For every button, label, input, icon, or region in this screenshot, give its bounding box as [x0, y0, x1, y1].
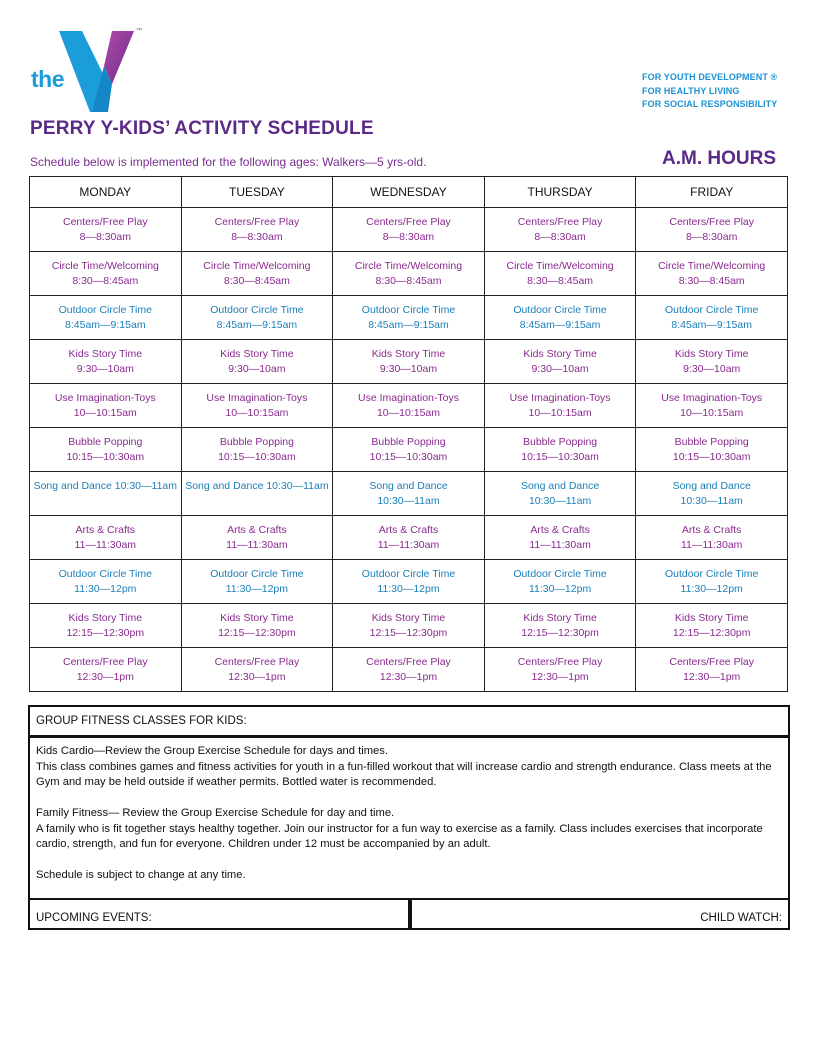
- schedule-cell: [181, 208, 333, 252]
- schedule-cell: [333, 560, 485, 604]
- activity-time: 11:30—12pm: [225, 582, 289, 595]
- tagline-line: FOR HEALTHY LIVING: [642, 85, 740, 96]
- activity-time: 10:30—11am: [377, 494, 440, 507]
- day-header-monday: MONDAY: [30, 177, 182, 208]
- schedule-cell: [484, 428, 636, 472]
- schedule-cell: [30, 516, 182, 560]
- activity-time: 12:30—1pm: [683, 670, 741, 683]
- schedule-body: [30, 208, 788, 692]
- activity-name: Centers/Free Play: [669, 656, 754, 668]
- schedule-cell: [636, 516, 788, 560]
- schedule-row: [30, 560, 788, 604]
- activity-name: Outdoor Circle Time: [58, 568, 152, 580]
- activity-time: 10—10:15am: [376, 406, 440, 419]
- activity-time: 12:30—1pm: [228, 670, 286, 683]
- activity-name: Kids Story Time: [371, 348, 446, 360]
- fitness-header-label: GROUP FITNESS CLASSES FOR KIDS:: [36, 715, 247, 727]
- activity-name: Centers/Free Play: [62, 656, 148, 668]
- logo-ymca-text: YMCA: [116, 86, 128, 105]
- schedule-cell: [181, 516, 333, 560]
- ymca-y-mark-icon: [56, 26, 136, 116]
- activity-name: Kids Story Time: [523, 612, 597, 624]
- schedule-cell: [30, 428, 182, 472]
- activity-name: Centers/Free Play: [366, 656, 451, 668]
- trademark-icon: ™: [136, 28, 142, 34]
- activity-name: Use Imagination-Toys: [509, 392, 611, 404]
- activity-time: 12:30—1pm: [379, 670, 438, 683]
- schedule-row: [30, 428, 788, 472]
- activity-name: Arts & Crafts: [378, 524, 439, 536]
- schedule-cell: [181, 296, 333, 340]
- schedule-cell: [636, 560, 788, 604]
- events-row: [28, 899, 790, 930]
- activity-time: 10:15—10:30am: [521, 450, 599, 463]
- activity-time: 12:15—12:30pm: [66, 626, 145, 639]
- activity-time: 8:45am—9:15am: [671, 318, 752, 331]
- activity-name: Centers/Free Play: [517, 656, 603, 668]
- activity-time: 8:30—8:45am: [375, 274, 442, 287]
- schedule-cell: [636, 252, 788, 296]
- schedule-cell: [333, 604, 485, 648]
- activity-time: 11:30—12pm: [74, 582, 137, 595]
- schedule-cell: [484, 340, 636, 384]
- activity-name: Song and Dance 10:30—11am: [185, 480, 329, 492]
- schedule-cell: [484, 296, 636, 340]
- schedule-cell: [484, 384, 636, 428]
- activity-name: Bubble Popping: [523, 436, 598, 448]
- schedule-row: [30, 208, 788, 252]
- activity-name: Bubble Popping: [371, 436, 446, 448]
- activity-name: Centers/Free Play: [669, 216, 754, 228]
- schedule-cell: [333, 472, 485, 516]
- activity-name: Arts & Crafts: [227, 524, 287, 536]
- kids-cardio-title: Kids Cardio—Review the Group Exercise Schedule for days and times.: [36, 745, 388, 757]
- activity-name: Outdoor Circle Time: [665, 568, 759, 580]
- schedule-cell: [333, 208, 485, 252]
- schedule-cell: [30, 384, 182, 428]
- events-divider: [408, 898, 412, 930]
- activity-name: Circle Time/Welcoming: [354, 260, 463, 272]
- activity-time: 9:30—10am: [228, 362, 286, 375]
- activity-time: 8:45am—9:15am: [216, 318, 298, 331]
- schedule-cell: [181, 648, 333, 692]
- activity-time: 8—8:30am: [79, 230, 131, 243]
- activity-name: Song and Dance 10:30—11am: [33, 480, 177, 492]
- schedule-cell: [333, 296, 485, 340]
- schedule-cell: [484, 648, 636, 692]
- activity-time: 11:30—12pm: [680, 582, 743, 595]
- activity-name: Centers/Free Play: [366, 216, 451, 228]
- family-fitness-title: Family Fitness— Review the Group Exercise Schedule for day and time.: [36, 807, 395, 819]
- activity-name: Kids Story Time: [68, 348, 143, 360]
- day-header-friday: FRIDAY: [636, 177, 788, 208]
- schedule-cell: [181, 384, 333, 428]
- day-header-tuesday: TUESDAY: [181, 177, 333, 208]
- activity-time: 8:45am—9:15am: [519, 318, 601, 331]
- activity-time: 8—8:30am: [231, 230, 283, 243]
- schedule-change-note: Schedule is subject to change at any time.: [36, 869, 246, 881]
- activity-name: Use Imagination-Toys: [358, 392, 459, 404]
- upcoming-events-label: UPCOMING EVENTS:: [36, 912, 152, 924]
- activity-time: 8—8:30am: [686, 230, 738, 243]
- schedule-cell: [636, 472, 788, 516]
- schedule-cell: [30, 208, 182, 252]
- activity-time: 11:30—12pm: [377, 582, 440, 595]
- activity-time: 12:30—1pm: [76, 670, 134, 683]
- schedule-table: [29, 176, 788, 692]
- schedule-row: [30, 648, 788, 692]
- activity-name: Outdoor Circle Time: [513, 568, 607, 580]
- day-header-wednesday: WEDNESDAY: [333, 177, 485, 208]
- activity-name: Centers/Free Play: [517, 216, 603, 228]
- schedule-cell: [484, 252, 636, 296]
- activity-time: 11—11:30am: [377, 538, 440, 551]
- activity-time: 9:30—10am: [531, 362, 589, 375]
- activity-time: 12:15—12:30pm: [672, 626, 751, 639]
- activity-name: Bubble Popping: [68, 436, 143, 448]
- activity-name: Use Imagination-Toys: [206, 392, 308, 404]
- schedule-cell: [484, 472, 636, 516]
- tagline: [642, 71, 777, 112]
- activity-name: Outdoor Circle Time: [513, 304, 607, 316]
- schedule-cell: [333, 384, 485, 428]
- activity-name: Centers/Free Play: [214, 216, 300, 228]
- schedule-cell: [181, 340, 333, 384]
- activity-time: 10:15—10:30am: [218, 450, 296, 463]
- schedule-cell: [181, 252, 333, 296]
- activity-time: 12:15—12:30pm: [369, 626, 448, 639]
- activity-name: Outdoor Circle Time: [210, 568, 304, 580]
- schedule-cell: [333, 516, 485, 560]
- schedule-cell: [30, 648, 182, 692]
- activity-time: 12:30—1pm: [531, 670, 589, 683]
- schedule-header-row: [30, 177, 788, 208]
- schedule-cell: [333, 648, 485, 692]
- activity-name: Arts & Crafts: [681, 524, 742, 536]
- activity-name: Song and Dance: [369, 480, 448, 492]
- activity-time: 8:30—8:45am: [223, 274, 290, 287]
- schedule-cell: [30, 296, 182, 340]
- schedule-cell: [636, 604, 788, 648]
- schedule-row: [30, 472, 788, 516]
- schedule-cell: [30, 560, 182, 604]
- activity-time: 8—8:30am: [534, 230, 586, 243]
- schedule-cell: [484, 208, 636, 252]
- activity-time: 8—8:30am: [382, 230, 435, 243]
- schedule-row: [30, 384, 788, 428]
- activity-name: Circle Time/Welcoming: [203, 260, 311, 272]
- schedule-cell: [333, 340, 485, 384]
- child-watch-label: CHILD WATCH:: [700, 912, 782, 924]
- activity-name: Outdoor Circle Time: [361, 568, 456, 580]
- activity-time: 9:30—10am: [76, 362, 134, 375]
- activity-time: 10—10:15am: [680, 406, 744, 419]
- schedule-cell: [484, 516, 636, 560]
- schedule-row: [30, 252, 788, 296]
- schedule-cell: [636, 296, 788, 340]
- schedule-row: [30, 604, 788, 648]
- activity-time: 8:45am—9:15am: [368, 318, 449, 331]
- activity-name: Arts & Crafts: [75, 524, 136, 536]
- activity-time: 10:15—10:30am: [672, 450, 751, 463]
- activity-name: Outdoor Circle Time: [665, 304, 759, 316]
- activity-time: 9:30—10am: [379, 362, 438, 375]
- activity-name: Kids Story Time: [220, 612, 294, 624]
- schedule-cell: [333, 428, 485, 472]
- schedule-row: [30, 516, 788, 560]
- schedule-cell: [636, 208, 788, 252]
- schedule-cell: [181, 604, 333, 648]
- activity-name: Use Imagination-Toys: [661, 392, 763, 404]
- activity-time: 8:30—8:45am: [527, 274, 594, 287]
- schedule-cell: [636, 384, 788, 428]
- activity-name: Kids Story Time: [674, 612, 749, 624]
- activity-name: Kids Story Time: [220, 348, 294, 360]
- activity-name: Bubble Popping: [219, 436, 294, 448]
- schedule-cell: [636, 648, 788, 692]
- schedule-cell: [30, 252, 182, 296]
- activity-name: Song and Dance: [520, 480, 600, 492]
- hours-label: A.M. HOURS: [662, 148, 776, 169]
- schedule-cell: [181, 472, 333, 516]
- schedule-cell: [30, 472, 182, 516]
- schedule-cell: [181, 428, 333, 472]
- ages-note: Schedule below is implemented for the following ages: Walkers—5 yrs-old.: [30, 155, 427, 169]
- activity-name: Use Imagination-Toys: [54, 392, 156, 404]
- activity-time: 10—10:15am: [73, 406, 137, 419]
- schedule-cell: [30, 604, 182, 648]
- page-title: PERRY Y-KIDS’ ACTIVITY SCHEDULE: [30, 118, 374, 139]
- tagline-line: FOR YOUTH DEVELOPMENT ®: [642, 72, 778, 82]
- activity-name: Outdoor Circle Time: [58, 304, 152, 316]
- activity-time: 11—11:30am: [74, 538, 137, 551]
- activity-time: 11—11:30am: [680, 538, 743, 551]
- activity-time: 8:45am—9:15am: [65, 318, 146, 331]
- activity-name: Bubble Popping: [674, 436, 749, 448]
- schedule-cell: [30, 340, 182, 384]
- schedule-cell: [636, 340, 788, 384]
- tagline-line: FOR SOCIAL RESPONSIBILITY: [642, 99, 778, 109]
- activity-name: Circle Time/Welcoming: [51, 260, 159, 272]
- schedule-cell: [636, 428, 788, 472]
- fitness-body: [28, 737, 790, 900]
- activity-time: 11—11:30am: [226, 538, 288, 551]
- schedule-row: [30, 296, 788, 340]
- day-header-thursday: THURSDAY: [484, 177, 636, 208]
- schedule-cell: [484, 560, 636, 604]
- activity-name: Arts & Crafts: [530, 524, 590, 536]
- activity-time: 9:30—10am: [683, 362, 741, 375]
- activity-name: Kids Story Time: [68, 612, 143, 624]
- schedule-cell: [181, 560, 333, 604]
- schedule-row: [30, 340, 788, 384]
- family-fitness-description: A family who is fit together stays healthy together. Join our instructor for a fun way to exercise as a family. Class includes exercises that incorporate cardio, strength, and fun for everyone. Children under 12 must be accompanied by an adult.: [36, 822, 763, 850]
- activity-time: 8:30—8:45am: [72, 274, 139, 287]
- logo-the-text: the: [31, 66, 64, 92]
- activity-name: Circle Time/Welcoming: [506, 260, 614, 272]
- activity-time: 8:30—8:45am: [678, 274, 745, 287]
- activity-time: 10—10:15am: [528, 406, 592, 419]
- fitness-header: [28, 705, 790, 737]
- activity-time: 10:30—11am: [680, 494, 743, 507]
- activity-time: 10:30—11am: [528, 494, 592, 507]
- activity-name: Circle Time/Welcoming: [658, 260, 766, 272]
- activity-name: Song and Dance: [672, 480, 751, 492]
- activity-time: 11—11:30am: [529, 538, 591, 551]
- schedule-cell: [484, 604, 636, 648]
- activity-name: Outdoor Circle Time: [210, 304, 304, 316]
- activity-time: 10—10:15am: [225, 406, 289, 419]
- activity-name: Kids Story Time: [674, 348, 749, 360]
- activity-time: 12:15—12:30pm: [521, 626, 599, 639]
- activity-name: Centers/Free Play: [214, 656, 300, 668]
- activity-name: Kids Story Time: [523, 348, 597, 360]
- activity-time: 10:15—10:30am: [66, 450, 145, 463]
- activity-time: 12:15—12:30pm: [218, 626, 296, 639]
- schedule-cell: [333, 252, 485, 296]
- activity-time: 10:15—10:30am: [369, 450, 448, 463]
- ymca-logo: [28, 26, 148, 116]
- kids-cardio-description: This class combines games and fitness activities for youth in a fun-filled workout that will increase cardio and strength endurance. Class meets at the Gym and may be held outside if weather permits. Bottled water is recommended.: [36, 760, 772, 788]
- activity-time: 11:30—12pm: [528, 582, 592, 595]
- activity-name: Kids Story Time: [371, 612, 446, 624]
- activity-name: Outdoor Circle Time: [361, 304, 456, 316]
- activity-name: Centers/Free Play: [62, 216, 148, 228]
